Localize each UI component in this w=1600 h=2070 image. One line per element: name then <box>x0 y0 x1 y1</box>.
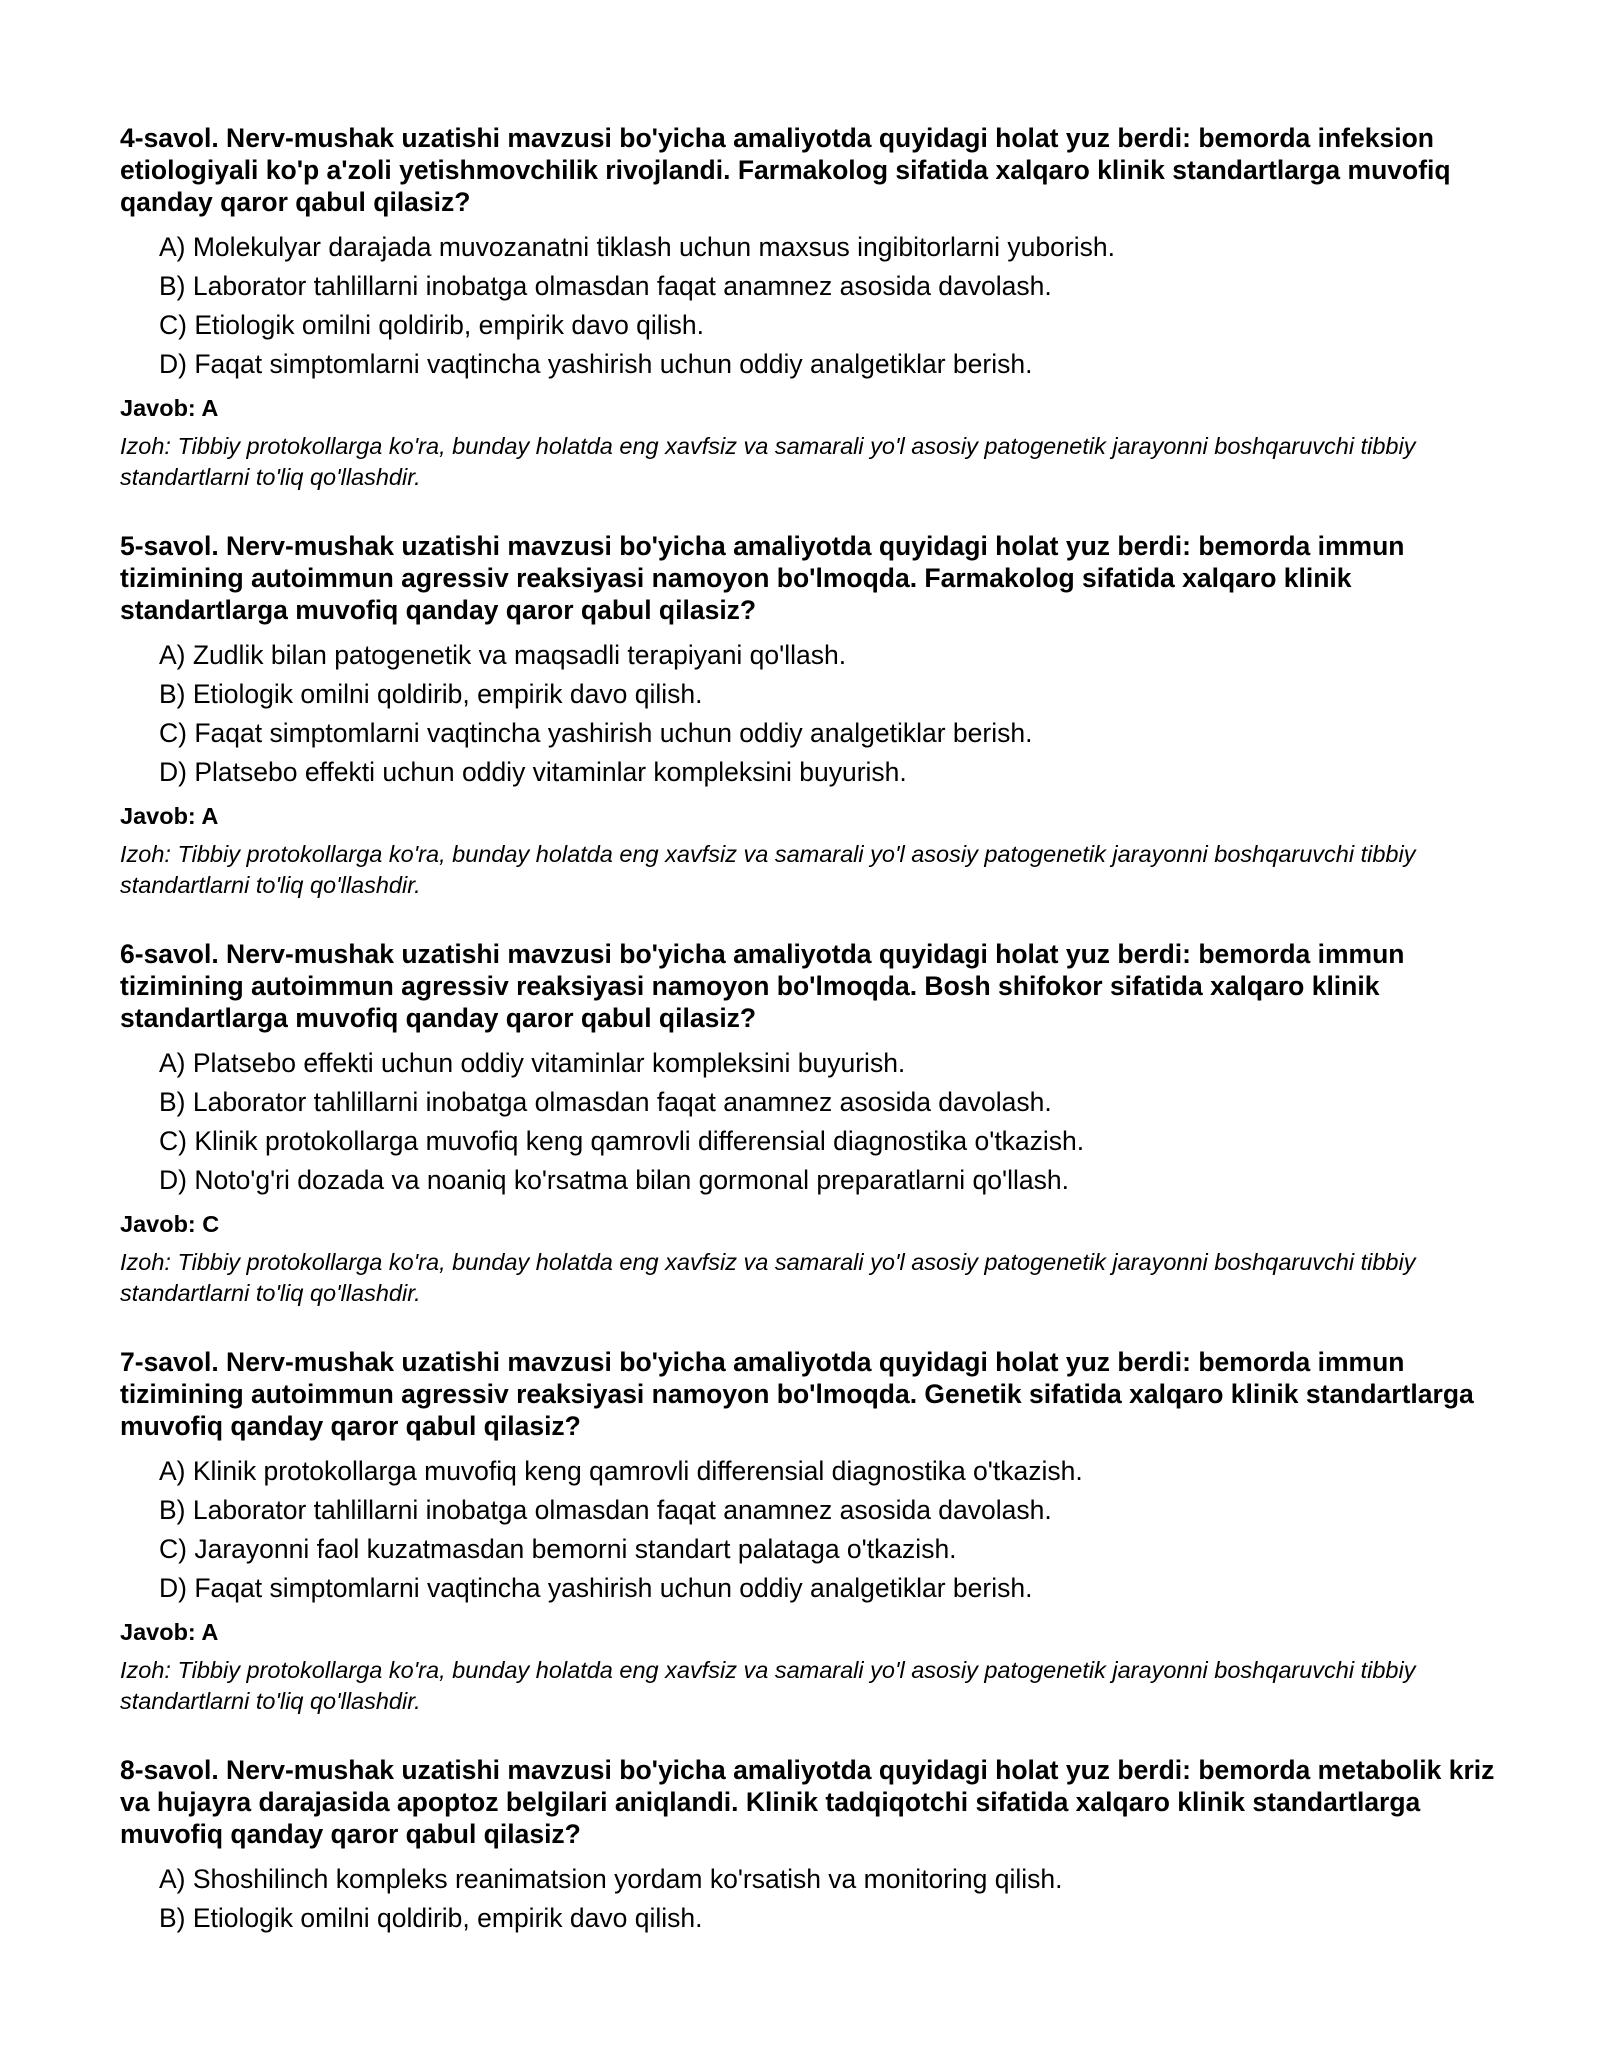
question-block-4 <box>120 122 1500 493</box>
option-d: D) Platsebo effekti uchun oddiy vitaminlar kompleksini buyurish. <box>159 757 907 787</box>
options-list <box>120 1860 1500 1938</box>
option-b: B) Laborator tahlillarni inobatga olmasdan faqat anamnez asosida davolash. <box>159 1495 1052 1525</box>
option-d: D) Noto'g'ri dozada va noaniq ko'rsatma bilan gormonal preparatlarni qo'llash. <box>159 1165 1069 1195</box>
options-list <box>120 1044 1500 1200</box>
option-a: A) Platsebo effekti uchun oddiy vitaminlar kompleksini buyurish. <box>159 1048 906 1078</box>
options-list <box>120 636 1500 792</box>
explanation-note: Izoh: Tibbiy protokollarga ko'ra, bunday holatda eng xavfsiz va samarali yo'l asosiy patogenetik jarayonni boshqaruvchi tibbiy standartlarni to'liq qo'llashdir. <box>120 1249 1416 1306</box>
question-block-5 <box>120 530 1500 901</box>
explanation-note: Izoh: Tibbiy protokollarga ko'ra, bunday holatda eng xavfsiz va samarali yo'l asosiy patogenetik jarayonni boshqaruvchi tibbiy standartlarni to'liq qo'llashdir. <box>120 841 1416 898</box>
answer-label: Javob: C <box>120 1211 220 1237</box>
options-list <box>120 1452 1500 1608</box>
option-b: B) Etiologik omilni qoldirib, empirik davo qilish. <box>159 1903 703 1933</box>
question-block-6 <box>120 938 1500 1309</box>
option-b: B) Etiologik omilni qoldirib, empirik davo qilish. <box>159 679 703 709</box>
question-title: 6-savol. Nerv-mushak uzatishi mavzusi bo'yicha amaliyotda quyidagi holat yuz berdi: bemorda immun tizimining autoimmun agressiv reaksiyasi namoyon bo'lmoqda. Bosh shifokor sifatida xalqaro klinik standartlarga muvofiq qanday qaror qabul qilasiz? <box>120 939 1405 1033</box>
question-title: 8-savol. Nerv-mushak uzatishi mavzusi bo'yicha amaliyotda quyidagi holat yuz berdi: bemorda metabolik kriz va hujayra darajasida apoptoz belgilari aniqlandi. Klinik tadqiqotchi sifatida xalqaro klinik standartlarga muvofiq qanday qaror qabul qilasiz? <box>120 1755 1495 1849</box>
option-c: C) Etiologik omilni qoldirib, empirik davo qilish. <box>159 310 704 340</box>
option-c: C) Jarayonni faol kuzatmasdan bemorni standart palataga o'tkazish. <box>159 1534 957 1564</box>
option-b: B) Laborator tahlillarni inobatga olmasdan faqat anamnez asosida davolash. <box>159 1087 1052 1117</box>
answer-label: Javob: A <box>120 1619 219 1645</box>
answer-label: Javob: A <box>120 395 219 421</box>
option-c: C) Faqat simptomlarni vaqtincha yashirish uchun oddiy analgetiklar berish. <box>159 718 1033 748</box>
explanation-note: Izoh: Tibbiy protokollarga ko'ra, bunday holatda eng xavfsiz va samarali yo'l asosiy patogenetik jarayonni boshqaruvchi tibbiy standartlarni to'liq qo'llashdir. <box>120 433 1416 490</box>
explanation-note: Izoh: Tibbiy protokollarga ko'ra, bunday holatda eng xavfsiz va samarali yo'l asosiy patogenetik jarayonni boshqaruvchi tibbiy standartlarni to'liq qo'llashdir. <box>120 1657 1416 1714</box>
question-title: 4-savol. Nerv-mushak uzatishi mavzusi bo'yicha amaliyotda quyidagi holat yuz berdi: bemorda infeksion etiologiyali ko'p a'zoli yetishmovchilik rivojlandi. Farmakolog sifatida xalqaro klinik standartlarga muvofiq qanday qaror qabul qilasiz? <box>120 123 1451 217</box>
option-b: B) Laborator tahlillarni inobatga olmasdan faqat anamnez asosida davolash. <box>159 271 1052 301</box>
options-list <box>120 228 1500 384</box>
question-block-8 <box>120 1754 1500 1938</box>
option-a: A) Molekulyar darajada muvozanatni tiklash uchun maxsus ingibitorlarni yuborish. <box>159 232 1115 262</box>
option-a: A) Klinik protokollarga muvofiq keng qamrovli differensial diagnostika o'tkazish. <box>159 1456 1083 1486</box>
question-title: 5-savol. Nerv-mushak uzatishi mavzusi bo'yicha amaliyotda quyidagi holat yuz berdi: bemorda immun tizimining autoimmun agressiv reaksiyasi namoyon bo'lmoqda. Farmakolog sifatida xalqaro klinik standartlarga muvofiq qanday qaror qabul qilasiz? <box>120 531 1405 625</box>
answer-label: Javob: A <box>120 803 219 829</box>
option-a: A) Zudlik bilan patogenetik va maqsadli terapiyani qo'llash. <box>159 640 847 670</box>
document-page <box>120 122 1500 1975</box>
question-block-7 <box>120 1346 1500 1717</box>
option-a: A) Shoshilinch kompleks reanimatsion yordam ko'rsatish va monitoring qilish. <box>159 1864 1063 1894</box>
option-d: D) Faqat simptomlarni vaqtincha yashirish uchun oddiy analgetiklar berish. <box>159 1573 1033 1603</box>
question-title: 7-savol. Nerv-mushak uzatishi mavzusi bo'yicha amaliyotda quyidagi holat yuz berdi: bemorda immun tizimining autoimmun agressiv reaksiyasi namoyon bo'lmoqda. Genetik sifatida xalqaro klinik standartlarga muvofiq qanday qaror qabul qilasiz? <box>120 1347 1474 1441</box>
option-c: C) Klinik protokollarga muvofiq keng qamrovli differensial diagnostika o'tkazish. <box>159 1126 1085 1156</box>
option-d: D) Faqat simptomlarni vaqtincha yashirish uchun oddiy analgetiklar berish. <box>159 349 1033 379</box>
